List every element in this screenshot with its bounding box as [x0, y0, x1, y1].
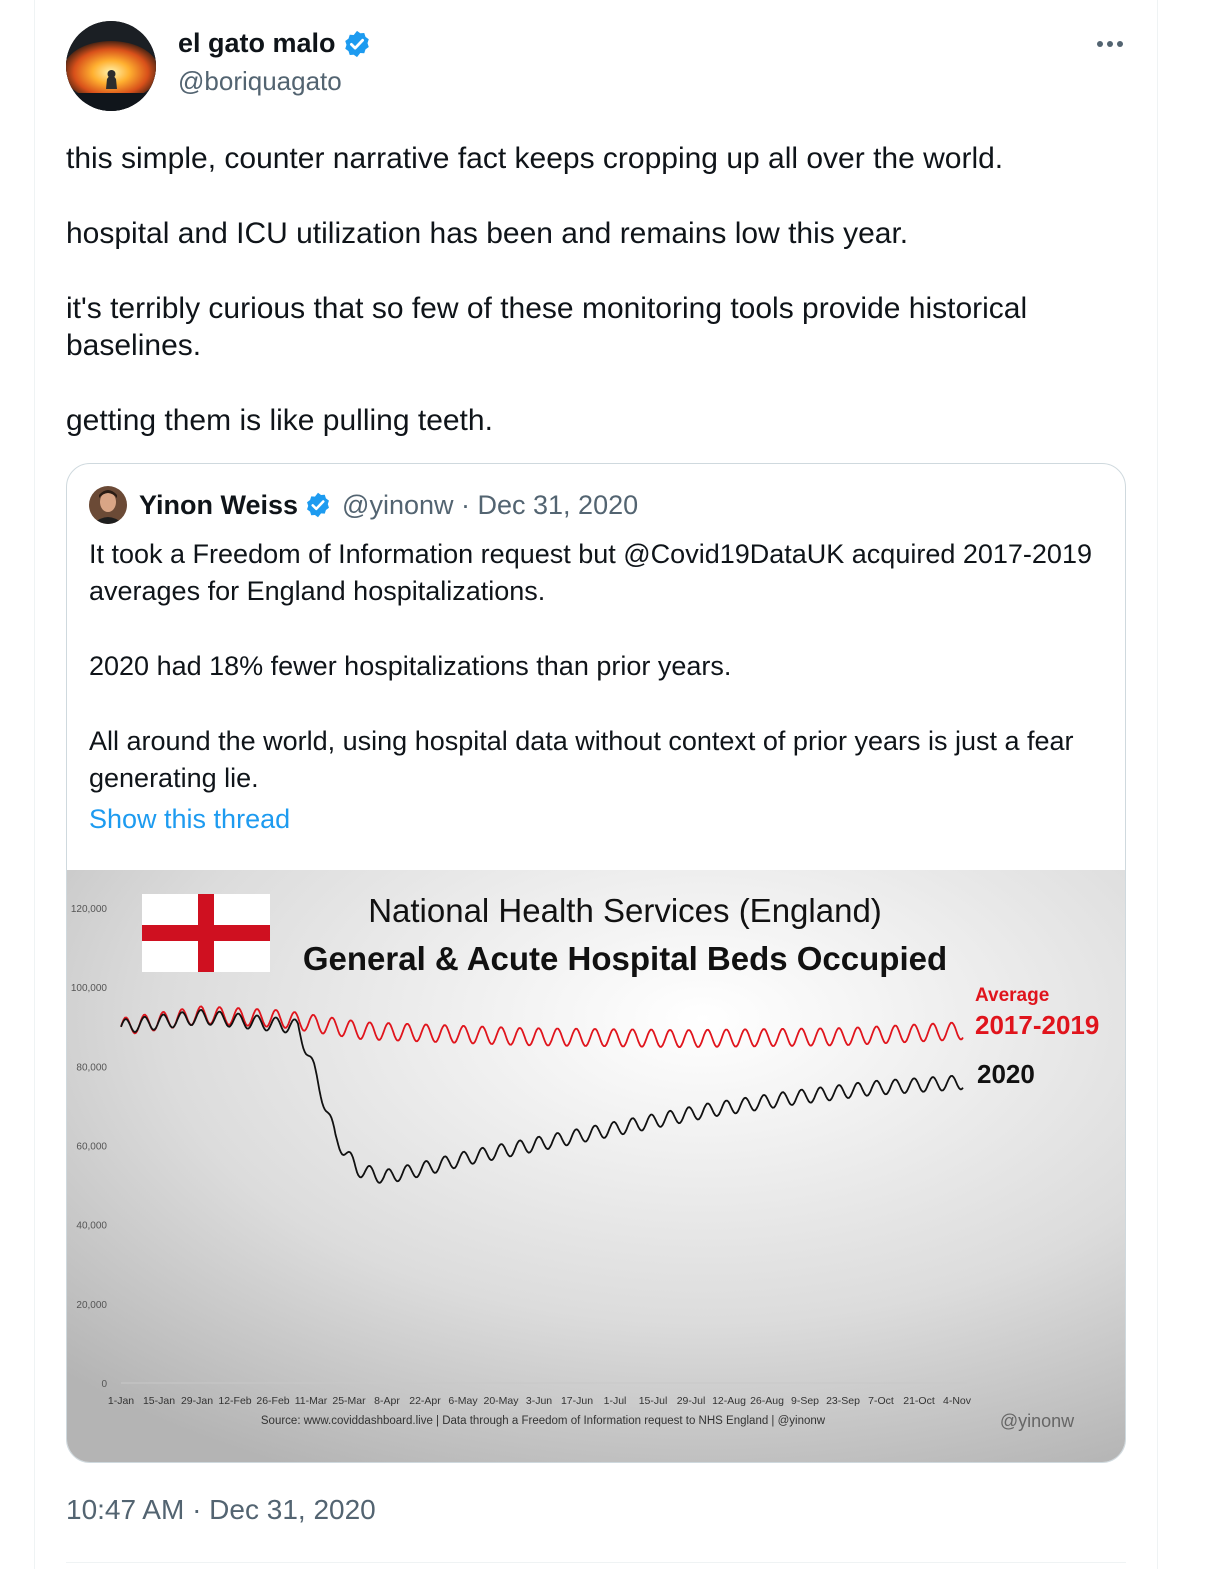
x-tick-label: 29-Jan: [180, 1395, 214, 1407]
quoted-tweet-card[interactable]: [66, 463, 1126, 1463]
quoted-paragraph: All around the world, using hospital data without context of prior years is just a fear generating lie.: [89, 726, 1074, 793]
x-tick-label: 22-Apr: [409, 1395, 441, 1407]
y-tick-label: 100,000: [70, 983, 107, 995]
quoted-paragraph: It took a Freedom of Information request but @Covid19DataUK acquired 2017-2019 averages for England hospitalizations.: [89, 539, 1092, 606]
author-avatar[interactable]: [66, 21, 156, 111]
y-tick-label: 80,000: [76, 1062, 107, 1074]
quoted-author-avatar[interactable]: [89, 486, 127, 524]
x-tick-label: 12-Aug: [712, 1395, 746, 1407]
quoted-tweet-header: [89, 486, 638, 524]
chart-source: Source: www.coviddashboard.live | Data through a Freedom of Information request to NHS England | @yinonw: [260, 1415, 826, 1427]
quoted-handle-date: @yinonw · Dec 31, 2020: [342, 489, 639, 520]
person-avatar-image: [89, 486, 127, 524]
quoted-paragraph: 2020 had 18% fewer hospitalizations than prior years.: [89, 651, 732, 681]
x-tick-label: 7-Oct: [868, 1395, 894, 1407]
legend-average-label: Average: [975, 985, 1050, 1006]
x-tick-label: 26-Aug: [750, 1395, 784, 1407]
quoted-author-name[interactable]: Yinon Weiss: [139, 489, 299, 520]
x-tick-label: 12-Feb: [218, 1395, 252, 1407]
x-tick-label: 15-Jan: [142, 1395, 176, 1407]
x-tick-label: 20-May: [483, 1395, 519, 1407]
column-border-right: [1157, 0, 1158, 1569]
more-options-button[interactable]: [1092, 32, 1128, 56]
x-tick-label: 9-Sep: [790, 1395, 820, 1407]
y-tick-label: 40,000: [76, 1220, 107, 1232]
x-tick-label: 25-Mar: [332, 1395, 366, 1407]
x-tick-label: 23-Sep: [826, 1395, 860, 1407]
x-tick-label: 3-Jun: [525, 1395, 553, 1407]
x-tick-label: 29-Jul: [676, 1395, 706, 1407]
chart-watermark: @yinonw: [999, 1411, 1075, 1431]
x-tick-label: 17-Jun: [560, 1395, 594, 1407]
x-tick-label: 26-Feb: [256, 1395, 290, 1407]
tweet-paragraph: it's terribly curious that so few of these monitoring tools provide historical baselines.: [66, 292, 1028, 362]
x-tick-label: 15-Jul: [638, 1395, 668, 1407]
author-name-row[interactable]: [178, 28, 372, 59]
hospital-beds-chart: [67, 870, 1126, 1463]
author-display-name[interactable]: el gato malo: [178, 28, 336, 58]
chart-subtitle: General & Acute Hospital Beds Occupied: [302, 940, 948, 977]
x-tick-label: 1-Jan: [107, 1395, 135, 1407]
show-thread-link[interactable]: Show this thread: [89, 804, 291, 834]
england-flag-icon: [142, 894, 270, 972]
chart-title: National Health Services (England): [368, 892, 882, 929]
x-tick-label: 21-Oct: [903, 1395, 935, 1407]
y-tick-label: 60,000: [76, 1141, 107, 1153]
y-tick-label: 0: [101, 1379, 107, 1390]
tweet-paragraph: this simple, counter narrative fact keeps cropping up all over the world.: [66, 142, 1004, 175]
x-tick-label: 6-May: [448, 1395, 478, 1407]
verified-badge-icon: [342, 29, 372, 59]
tweet-text: [66, 140, 1126, 439]
tweet-paragraph: hospital and ICU utilization has been and remains low this year.: [66, 217, 909, 250]
column-border-left: [34, 0, 35, 1569]
tweet-timestamp[interactable]: 10:47 AM · Dec 31, 2020: [66, 1494, 376, 1525]
chart-image[interactable]: [67, 870, 1126, 1463]
explosion-avatar-image: [66, 21, 156, 111]
legend-2020-label: 2020: [977, 1059, 1035, 1089]
y-tick-label: 20,000: [76, 1299, 107, 1311]
author-handle[interactable]: @boriquagato: [178, 66, 342, 96]
x-tick-label: 4-Nov: [942, 1395, 972, 1407]
x-tick-label: 8-Apr: [374, 1395, 400, 1407]
tweet-paragraph: getting them is like pulling teeth.: [66, 404, 493, 437]
x-tick-label: 1-Jul: [603, 1395, 627, 1407]
divider: [66, 1562, 1126, 1563]
verified-badge-icon: [304, 491, 332, 519]
quoted-tweet-text: [89, 536, 1109, 797]
y-tick-label: 120,000: [70, 904, 107, 915]
more-horizontal-icon: [1092, 32, 1128, 56]
legend-average-years: 2017-2019: [975, 1010, 1100, 1040]
x-tick-label: 11-Mar: [294, 1395, 328, 1407]
